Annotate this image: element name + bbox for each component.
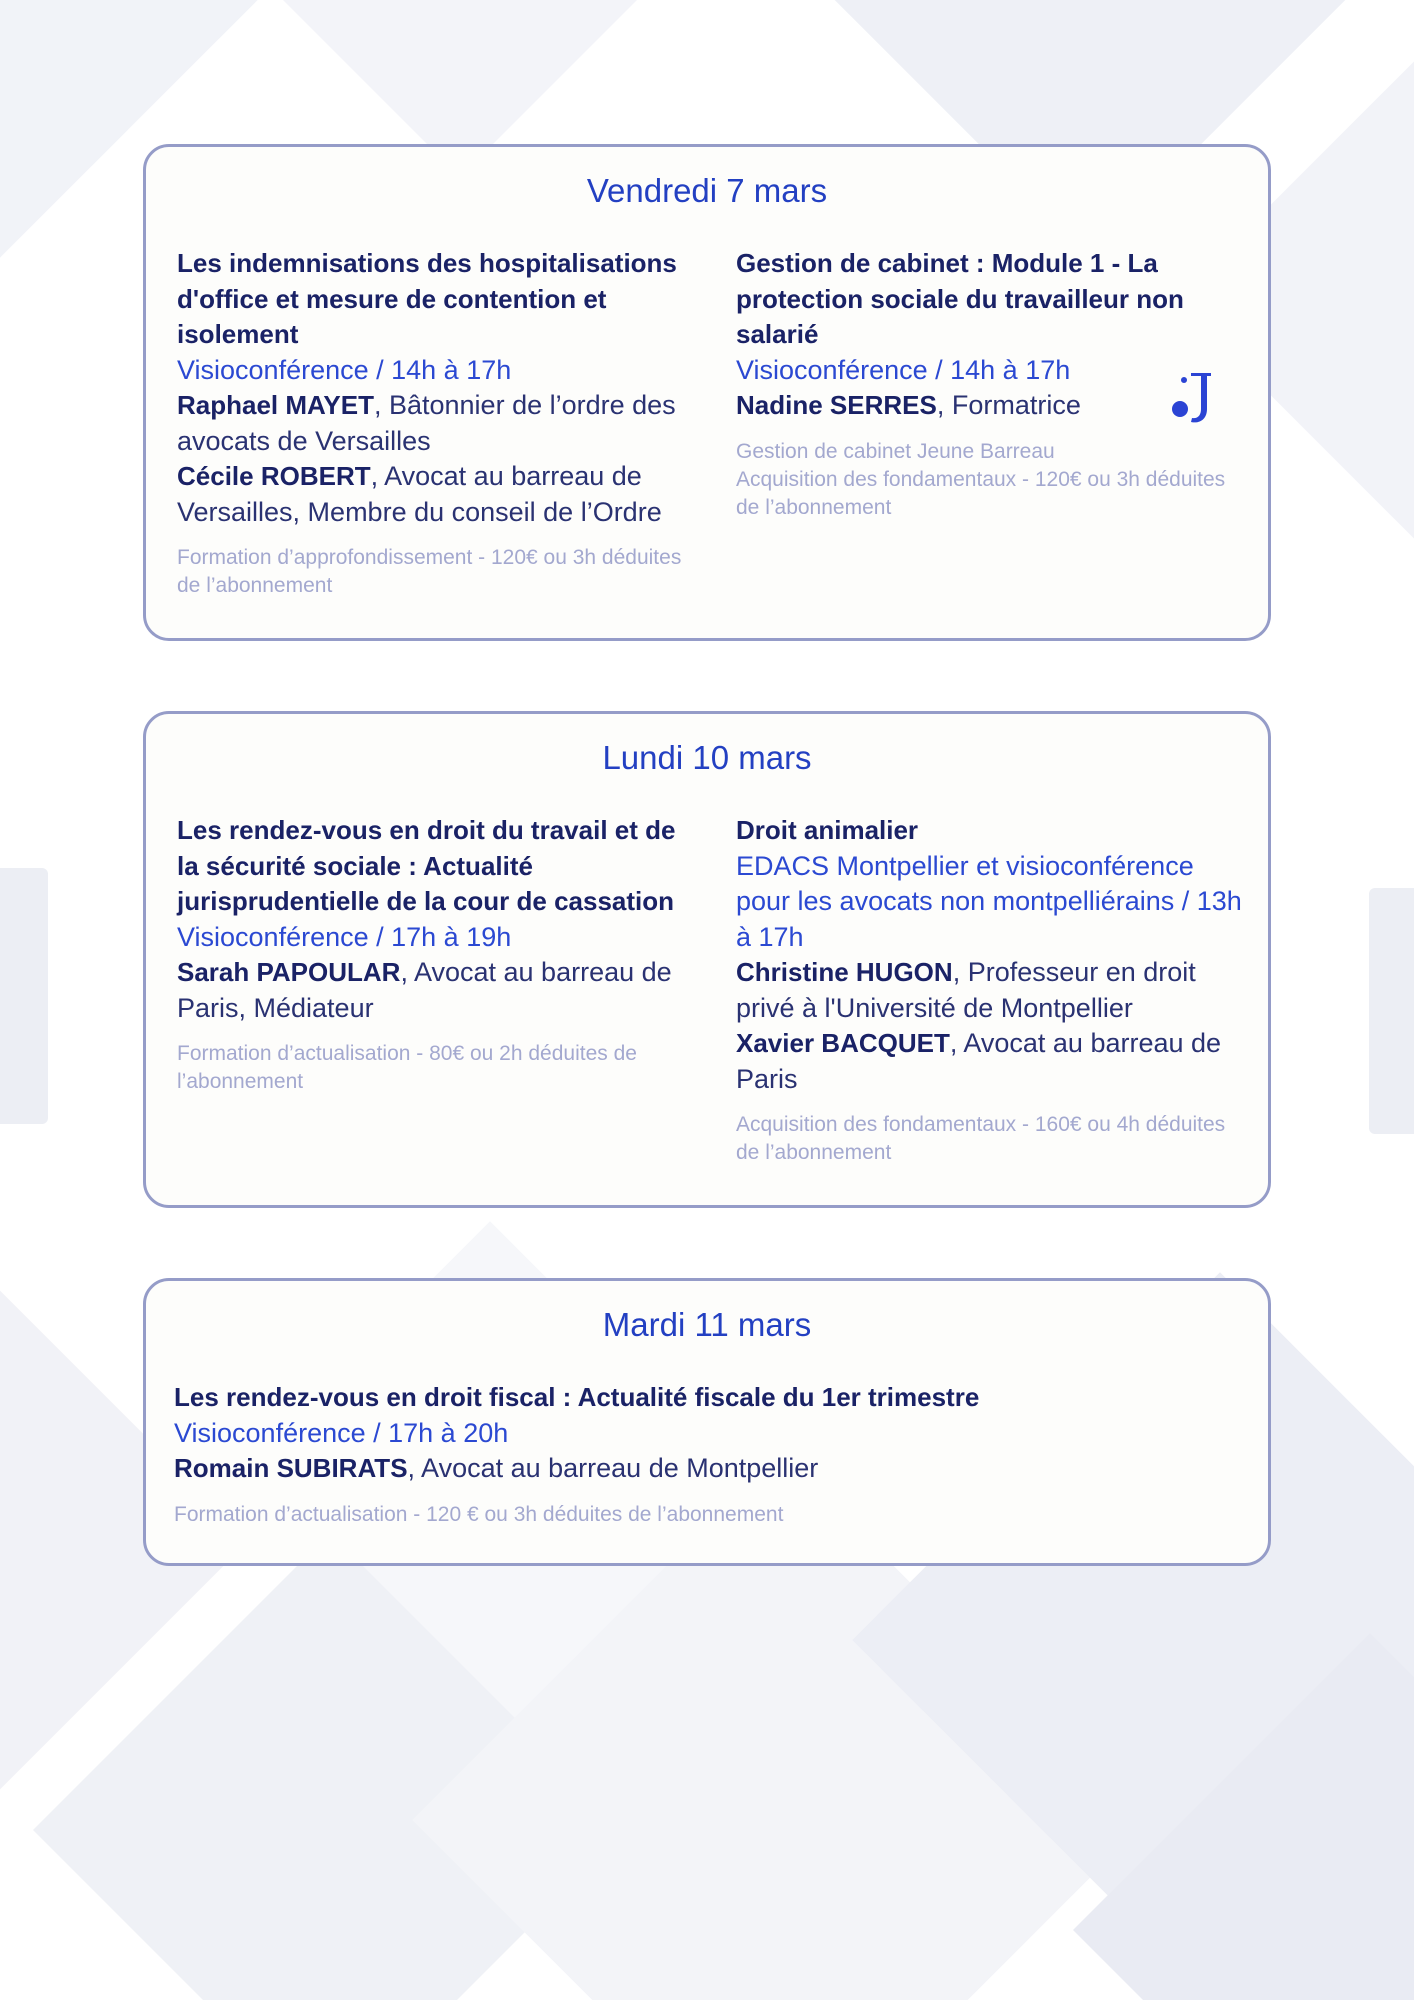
speaker-role: , Avocat au barreau de Paris, Médiateur [177,957,672,1023]
event-title: Les rendez-vous en droit du travail et de la sécurité sociale : Actualité jurisprudentielle de la cour de cassation [177,815,676,916]
speaker-role: , Formatrice [936,390,1081,420]
speaker-role: , Professeur en droit privé à l'Université de Montpellier [736,957,1196,1023]
event-full [174,1380,1234,1529]
jeune-barreau-j-logo-icon [1169,369,1217,425]
event-location-time: Visioconférence / 14h à 17h [177,354,512,385]
event-pricing [174,1501,1234,1529]
speaker-role: , Avocat au barreau de Montpellier [407,1453,819,1483]
speaker-name: Sarah PAPOULAR [177,957,401,987]
event-title: Les indemnisations des hospitalisations d'office et mesure de contention et isolement [177,248,677,349]
pricing-line: Formation d’actualisation - 80€ ou 2h déduites de l’abonnement [177,1042,637,1093]
side-tab-left [0,868,48,1124]
side-tab-right [1369,888,1414,1134]
event-pricing [736,438,1246,522]
event-card-vendredi [143,144,1271,641]
speaker-role: , Avocat au barreau de Paris [736,1028,1222,1094]
speaker-line [177,459,687,530]
event-location-time: Visioconférence / 17h à 20h [174,1417,509,1448]
event-left [177,813,687,1096]
pricing-line: Acquisition des fondamentaux - 160€ ou 4h déduites de l’abonnement [736,1113,1226,1164]
event-right [736,813,1246,1167]
pricing-line: Gestion de cabinet Jeune Barreau [736,439,1055,463]
speaker-line [736,955,1246,1026]
pricing-line: Acquisition des fondamentaux - 120€ ou 3h déduites de l’abonnement [736,467,1226,519]
speaker-name: Romain SUBIRATS [174,1453,408,1483]
speaker-name: Xavier BACQUET [736,1028,950,1058]
event-pricing [736,1111,1246,1167]
card-date: Mardi 11 mars [602,1306,812,1343]
event-left [177,246,687,600]
pricing-line: Formation d’actualisation - 120 € ou 3h déduites de l’abonnement [174,1502,784,1526]
speaker-role: , Avocat au barreau de Versailles, Membre du conseil de l’Ordre [177,461,662,527]
event-title: Droit animalier [736,815,919,845]
event-location-time: Visioconférence / 17h à 19h [177,921,512,952]
speaker-line [736,1026,1246,1097]
pricing-line: Formation d’approfondissement - 120€ ou 3h déduites de l’abonnement [177,546,682,597]
event-pricing [177,1040,687,1096]
card-date: Lundi 10 mars [602,739,812,776]
speaker-line [177,955,687,1026]
event-pricing [177,544,687,600]
speaker-name: Christine HUGON [736,957,953,987]
event-card-mardi [143,1278,1271,1566]
event-title: Gestion de cabinet : Module 1 - La protection sociale du travailleur non salarié [736,248,1184,349]
speaker-role: , Bâtonnier de l’ordre des avocats de Versailles [177,390,676,456]
speaker-name: Cécile ROBERT [177,461,371,491]
event-title: Les rendez-vous en droit fiscal : Actualité fiscale du 1er trimestre [174,1382,980,1412]
event-location-time: EDACS Montpellier et visioconférence pour les avocats non montpelliérains / 13h à 17h [736,850,1242,952]
speaker-line [174,1451,1234,1487]
event-location-time: Visioconférence / 14h à 17h [736,354,1071,385]
card-date: Vendredi 7 mars [586,172,828,209]
event-card-lundi [143,711,1271,1208]
speaker-name: Nadine SERRES [736,390,937,420]
speaker-name: Raphael MAYET [177,390,374,420]
speaker-line [177,388,687,459]
